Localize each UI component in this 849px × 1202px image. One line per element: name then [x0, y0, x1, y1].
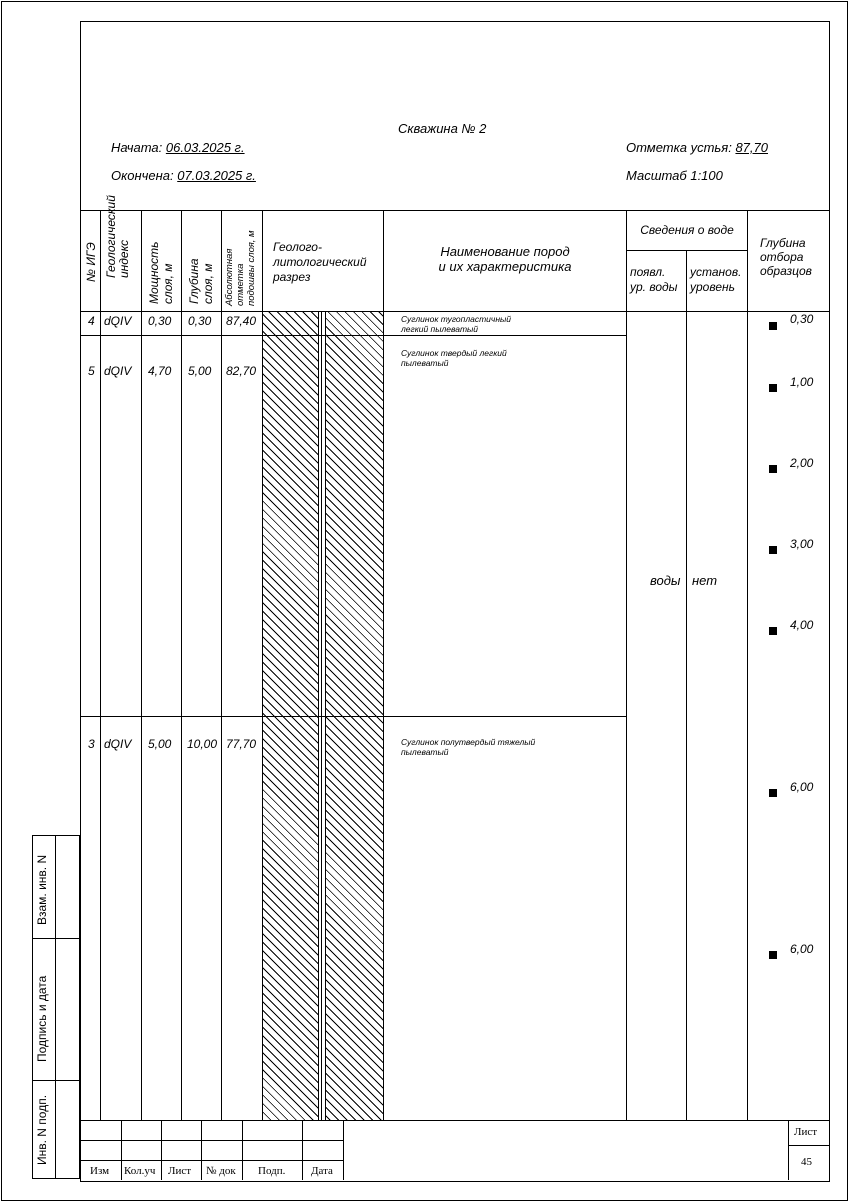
layer-index: dQIV — [104, 364, 132, 378]
col-section: Геолого- литологический разрез — [273, 240, 367, 284]
sample-marker — [769, 951, 777, 959]
layer-depth: 10,00 — [187, 737, 218, 751]
water-level-value: нет — [692, 573, 718, 588]
col-water-appear: появл. ур. воды — [630, 265, 678, 294]
layer-thickness: 4,70 — [148, 364, 172, 378]
stamp-ndok: № док — [206, 1165, 236, 1177]
sample-depth: 6,00 — [790, 780, 814, 794]
side-stamp-vzam: Взам. инв. N — [35, 854, 49, 925]
mouth-mark-label: Отметка устья: — [626, 140, 732, 155]
layer-thickness: 0,30 — [148, 314, 172, 328]
finished-date: 07.03.2025 г. — [177, 168, 256, 183]
stamp-list: Лист — [168, 1165, 192, 1177]
sample-depth: 3,00 — [790, 537, 814, 551]
layer-ige: 5 — [88, 364, 95, 378]
layer-ige: 4 — [88, 314, 95, 328]
layer-description: Суглинок тугопластичный легкий пылеватый — [401, 314, 511, 334]
side-stamp-podpis: Подпись и дата — [35, 975, 49, 1062]
layer-ige: 3 — [88, 737, 95, 751]
sample-depth: 6,00 — [790, 942, 814, 956]
drawing-frame — [80, 21, 830, 1182]
layer-abs: 82,70 — [226, 364, 257, 378]
layer-thickness: 5,00 — [148, 737, 172, 751]
layer-description: Суглинок полутвердый тяжелый пылеватый — [401, 737, 536, 757]
col-thickness: Мощность слоя, м — [147, 241, 175, 304]
stamp-kol: Кол.уч — [124, 1165, 156, 1177]
sample-marker — [769, 384, 777, 392]
col-sample-depth: Глубина отбора образцов — [760, 236, 812, 278]
sample-depth: 0,30 — [790, 312, 814, 326]
col-water-level: установ. уровень — [690, 265, 742, 294]
finished — [111, 168, 256, 183]
scale: Масштаб 1:100 — [626, 168, 723, 183]
col-water: Сведения о воде — [640, 223, 734, 237]
sample-marker — [769, 465, 777, 473]
sample-marker — [769, 546, 777, 554]
finished-label: Окончена: — [111, 168, 174, 183]
sheet-label: Лист — [794, 1126, 818, 1138]
mouth-mark-value: 87,70 — [735, 140, 768, 155]
stamp-podp: Подп. — [258, 1165, 286, 1177]
sample-marker — [769, 627, 777, 635]
col-abs-mark: Абсолютная отметка подошвы слоя, м — [224, 230, 257, 306]
sample-depth: 1,00 — [790, 375, 814, 389]
layer-index: dQIV — [104, 737, 132, 751]
layer-index: dQIV — [104, 314, 132, 328]
sample-depth: 4,00 — [790, 618, 814, 632]
layer-depth: 5,00 — [188, 364, 212, 378]
started-date: 06.03.2025 г. — [165, 140, 245, 155]
sheet-number: 45 — [801, 1156, 812, 1168]
col-geo-index: Геологический индекс — [104, 195, 131, 278]
layer-abs: 77,70 — [226, 737, 257, 751]
sample-depth: 2,00 — [790, 456, 814, 470]
side-stamp-inv: Инв. N подп. — [35, 1094, 49, 1165]
mouth-mark — [626, 140, 768, 155]
stamp-data: Дата — [311, 1165, 333, 1177]
layer-abs: 87,40 — [226, 314, 257, 328]
water-appear-value: воды — [650, 573, 681, 588]
started-label: Начата: — [111, 140, 163, 155]
well-title: Скважина № 2 — [398, 121, 487, 136]
col-depth: Глубина слоя, м — [187, 258, 215, 304]
stamp-izm: Изм — [90, 1165, 110, 1177]
layer-depth: 0,30 — [188, 314, 212, 328]
sample-marker — [769, 789, 777, 797]
layer-description: Суглинок твердый легкий пылеватый — [401, 348, 507, 368]
col-rock-name: Наименование пород и их характеристика — [438, 244, 572, 274]
col-ige: № ИГЭ — [84, 242, 98, 282]
sample-marker — [769, 322, 777, 330]
started — [111, 140, 245, 155]
